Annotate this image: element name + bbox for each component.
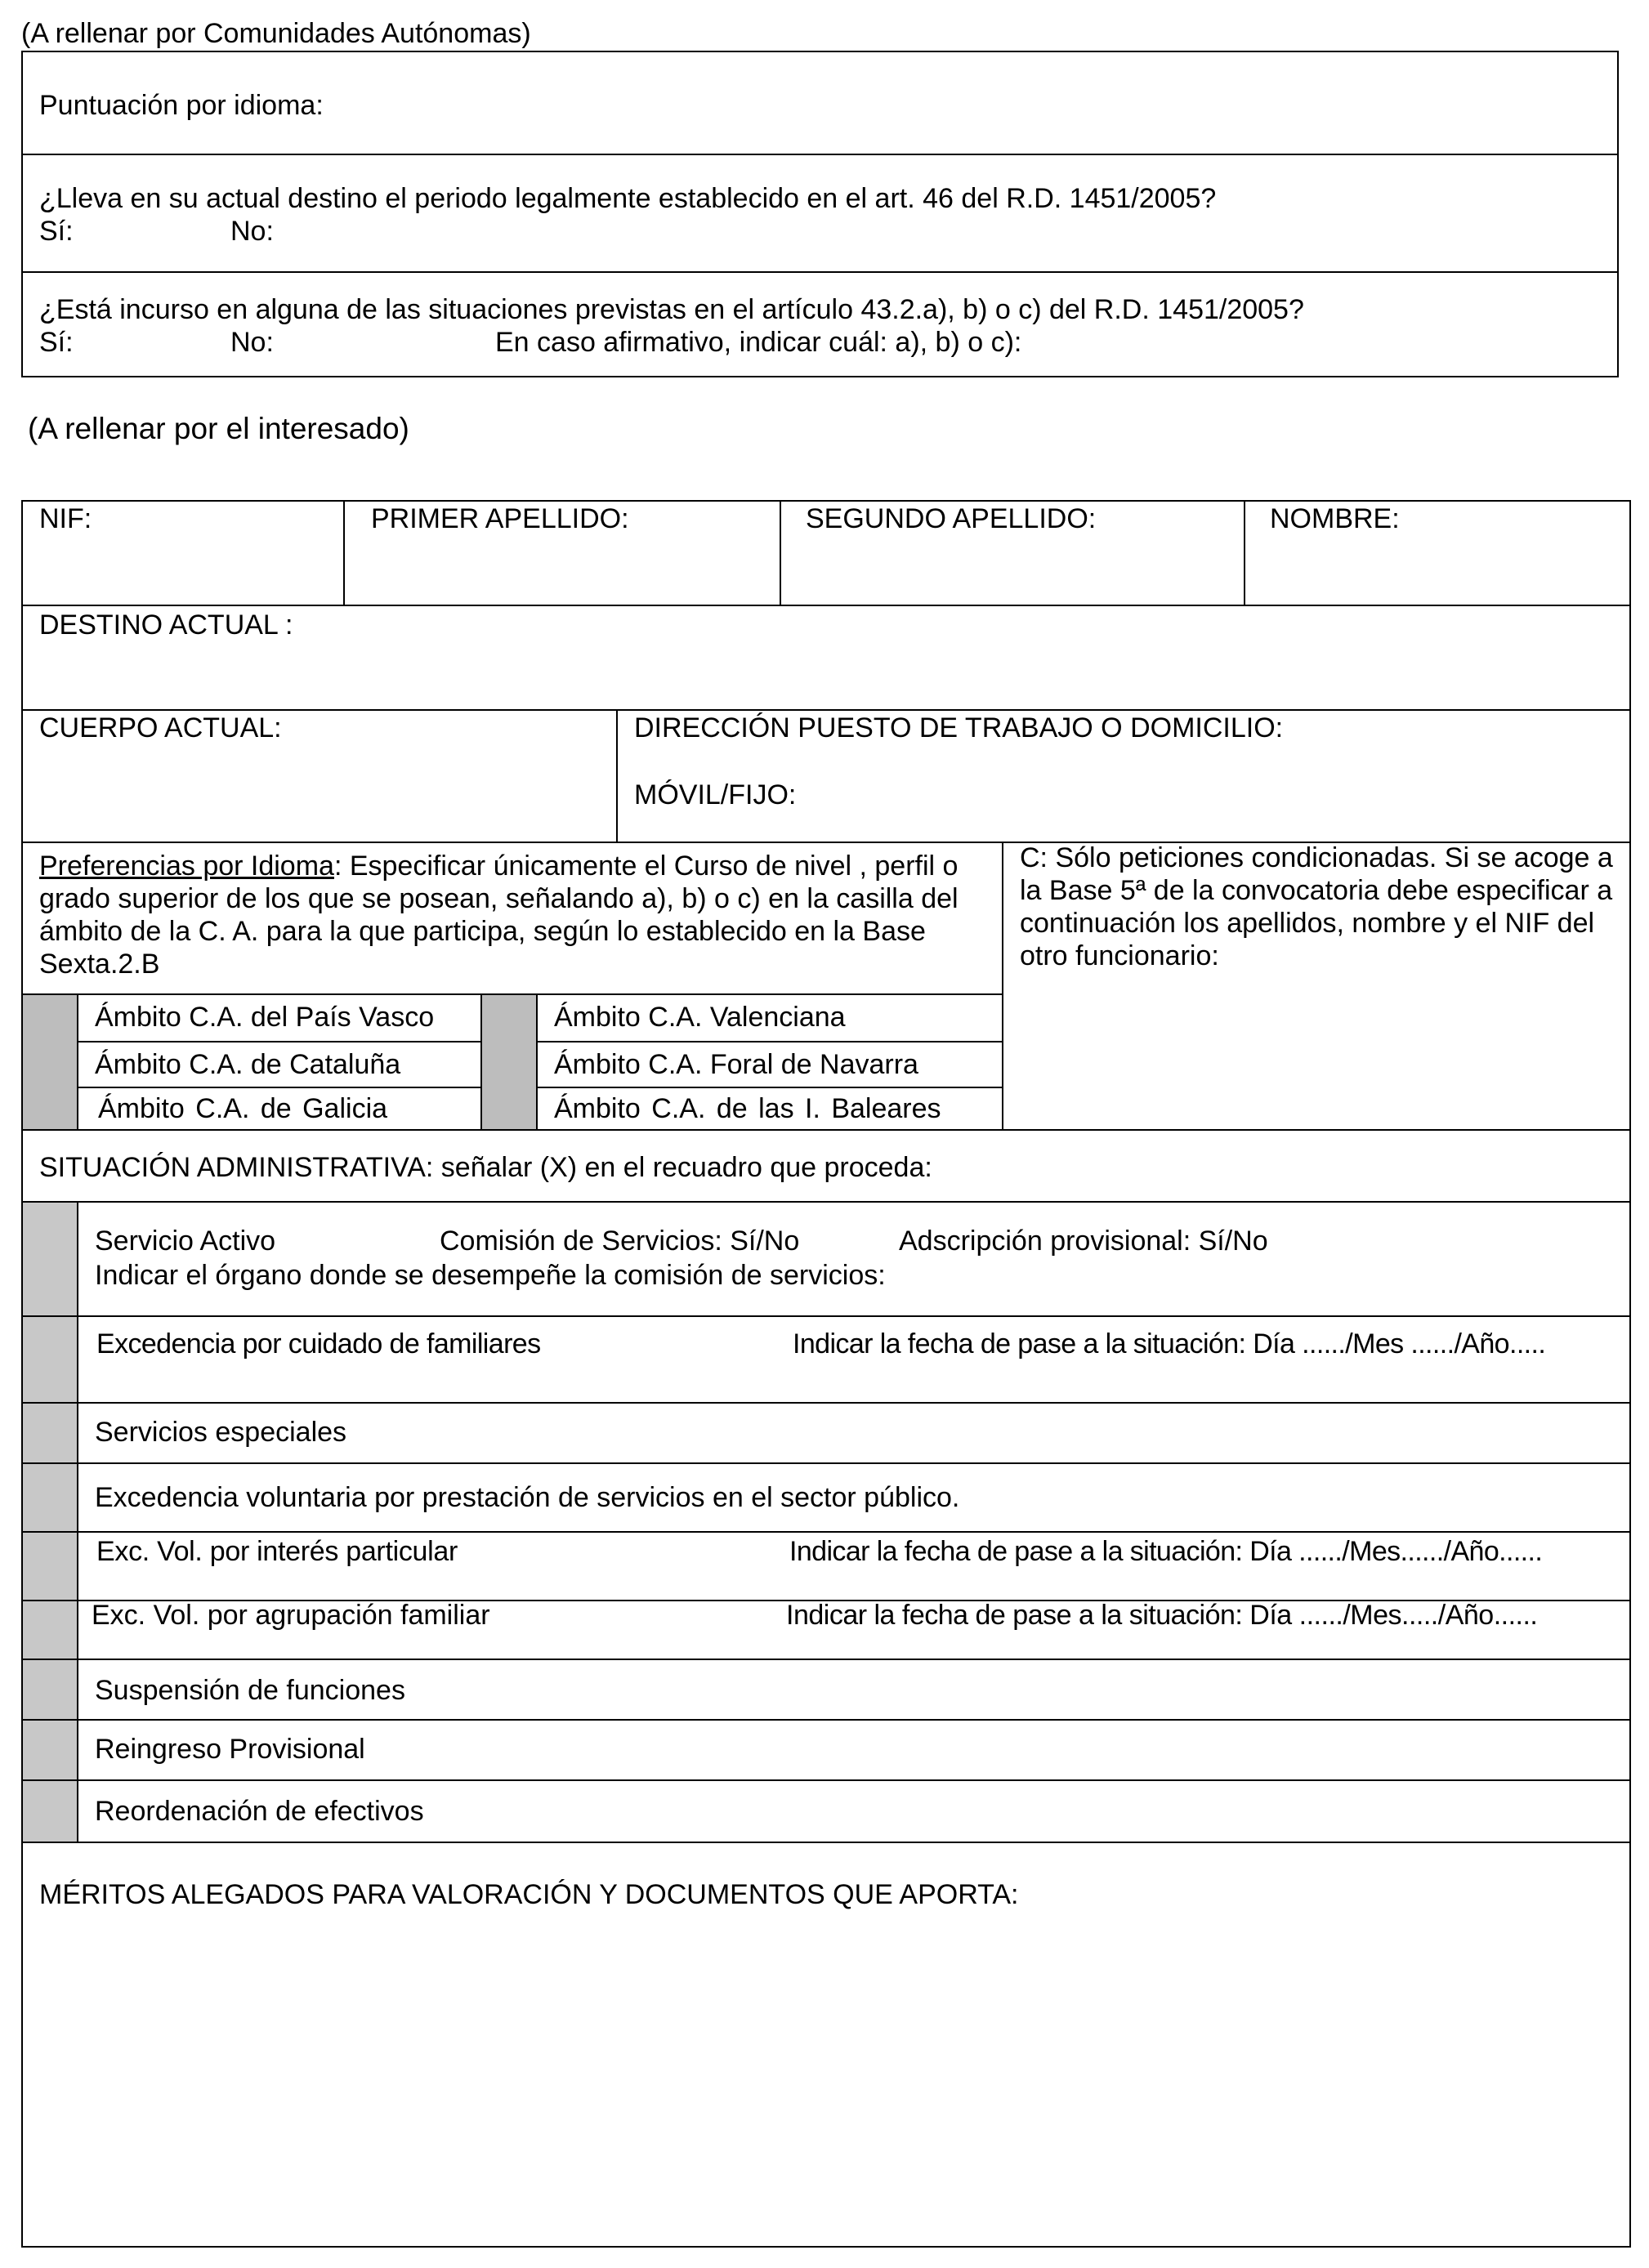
preferencias-idioma-desc: : Especificar únicamente el Curso de nivel , perfil o grado superior de los que se posean, señalando a), b) o c) en la casilla del ámbito de la C. A. para la que participa, según lo establecido en la Base Sexta.2.B bbox=[39, 850, 959, 980]
ambito-label: Ámbito C.A. Foral de Navarra bbox=[554, 1049, 918, 1080]
movil-field[interactable]: MÓVIL/FIJO: bbox=[634, 779, 797, 810]
checkbox-valenciana[interactable] bbox=[482, 995, 536, 1041]
servicios-especiales-label: Servicios especiales bbox=[95, 1417, 347, 1448]
fecha-pase-interes: Indicar la fecha de pase a la situación: Día ....../Mes....../Año...... bbox=[789, 1536, 1543, 1567]
cuerpo-actual-field[interactable]: CUERPO ACTUAL: bbox=[39, 712, 282, 743]
checkbox-excedencia-voluntaria[interactable] bbox=[23, 1464, 77, 1531]
fecha-pase-cuidado: Indicar la fecha de pase a la situación: Día ....../Mes ....../Año..... bbox=[793, 1328, 1546, 1359]
exc-agrupacion-label: Exc. Vol. por agrupación familiar bbox=[92, 1600, 490, 1631]
comision-servicios-label: Comisión de Servicios: Sí/No bbox=[440, 1226, 800, 1257]
ca-section-title: (A rellenar por Comunidades Autónomas) bbox=[21, 18, 531, 49]
excedencia-cuidado-label: Excedencia por cuidado de familiares bbox=[96, 1328, 541, 1359]
checkbox-suspension[interactable] bbox=[23, 1660, 77, 1719]
segundo-apellido-field[interactable]: SEGUNDO APELLIDO: bbox=[806, 503, 1097, 534]
indicar-organo-label: Indicar el órgano donde se desempeñe la comisión de servicios: bbox=[95, 1260, 886, 1291]
suspension-label: Suspensión de funciones bbox=[95, 1675, 405, 1706]
direccion-field[interactable]: DIRECCIÓN PUESTO DE TRABAJO O DOMICILIO: bbox=[634, 712, 1284, 743]
checkbox-navarra[interactable] bbox=[482, 1042, 536, 1087]
preferencias-idioma-text bbox=[39, 850, 995, 980]
reordenacion-label: Reordenación de efectivos bbox=[95, 1796, 424, 1827]
ambito-label: Ámbito C.A. del País Vasco bbox=[95, 1002, 435, 1033]
primer-apellido-field[interactable]: PRIMER APELLIDO: bbox=[371, 503, 629, 534]
question-incurso-caso: En caso afirmativo, indicar cuál: a), b) o c): bbox=[495, 327, 1022, 358]
ambito-label: Ámbito C.A. de Galicia bbox=[98, 1093, 388, 1124]
question-periodo-si: Sí: bbox=[39, 216, 74, 247]
servicio-activo-label: Servicio Activo bbox=[95, 1226, 276, 1257]
checkbox-baleares[interactable] bbox=[482, 1088, 536, 1131]
excedencia-voluntaria-label: Excedencia voluntaria por prestación de servicios en el sector público. bbox=[95, 1482, 960, 1513]
checkbox-cataluna[interactable] bbox=[23, 1042, 77, 1087]
nif-field[interactable]: NIF: bbox=[39, 503, 92, 534]
ambito-label: Ámbito C.A. de las I. Baleares bbox=[554, 1093, 941, 1124]
question-incurso-si: Sí: bbox=[39, 327, 74, 358]
reingreso-label: Reingreso Provisional bbox=[95, 1734, 365, 1765]
puntuacion-label: Puntuación por idioma: bbox=[39, 90, 324, 121]
checkbox-exc-agrupacion[interactable] bbox=[23, 1601, 77, 1659]
checkbox-excedencia-cuidado[interactable] bbox=[23, 1317, 77, 1402]
situacion-title: SITUACIÓN ADMINISTRATIVA: señalar (X) en el recuadro que proceda: bbox=[39, 1152, 932, 1183]
checkbox-galicia[interactable] bbox=[23, 1088, 77, 1131]
adscripcion-provisional-label: Adscripción provisional: Sí/No bbox=[899, 1226, 1268, 1257]
fecha-pase-agrupacion: Indicar la fecha de pase a la situación: Día ....../Mes...../Año...... bbox=[786, 1600, 1538, 1631]
checkbox-pais-vasco[interactable] bbox=[23, 995, 77, 1041]
preferencias-idioma-title: Preferencias por Idioma bbox=[39, 850, 334, 882]
nombre-field[interactable]: NOMBRE: bbox=[1270, 503, 1400, 534]
question-periodo-no: No: bbox=[230, 216, 274, 247]
meritos-field[interactable] bbox=[23, 1920, 1629, 2245]
checkbox-reingreso[interactable] bbox=[23, 1721, 77, 1779]
condicionadas-text: C: Sólo peticiones condicionadas. Si se acoge a la Base 5ª de la convocatoria debe especificar a continuación los apellidos, nombre y el NIF del otro funcionario: bbox=[1020, 842, 1613, 971]
checkbox-exc-interes[interactable] bbox=[23, 1533, 77, 1600]
destino-actual-field[interactable]: DESTINO ACTUAL : bbox=[39, 609, 293, 641]
question-incurso: ¿Está incurso en alguna de las situaciones previstas en el artículo 43.2.a), b) o c) del R.D. 1451/2005? bbox=[39, 294, 1304, 325]
ambito-label: Ámbito C.A. Valenciana bbox=[554, 1002, 846, 1033]
question-incurso-no: No: bbox=[230, 327, 274, 358]
question-periodo: ¿Lleva en su actual destino el periodo legalmente establecido en el art. 46 del R.D. 1451/2005? bbox=[39, 183, 1217, 214]
ambito-label: Ámbito C.A. de Cataluña bbox=[95, 1049, 401, 1080]
meritos-title: MÉRITOS ALEGADOS PARA VALORACIÓN Y DOCUMENTOS QUE APORTA: bbox=[39, 1879, 1019, 1910]
interesado-section-title: (A rellenar por el interesado) bbox=[28, 412, 409, 445]
checkbox-servicio-activo[interactable] bbox=[23, 1203, 77, 1315]
checkbox-servicios-especiales[interactable] bbox=[23, 1404, 77, 1462]
checkbox-reordenacion[interactable] bbox=[23, 1781, 77, 1842]
exc-interes-label: Exc. Vol. por interés particular bbox=[96, 1536, 458, 1567]
